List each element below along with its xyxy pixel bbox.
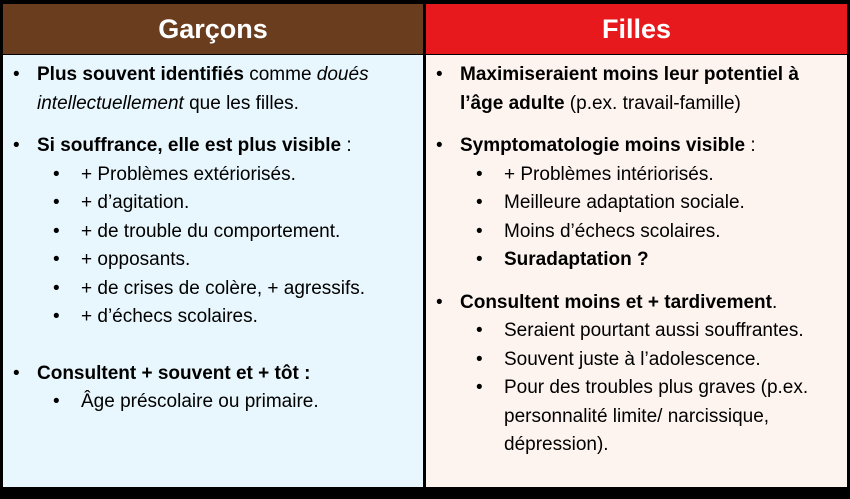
- filles-item-symptoms-text: :: [745, 135, 756, 156]
- filles-item-consult-text: .: [771, 291, 778, 313]
- filles-sub-item: • Seraient pourtant aussi souffrantes.: [426, 317, 841, 346]
- filles-item-consult-bold: Consultent moins et + tardivement: [460, 291, 772, 313]
- header-filles-label: Filles: [601, 13, 672, 44]
- garcons-item-consult: [3, 360, 413, 389]
- filles-item-symptoms: [426, 132, 841, 161]
- garcons-sub-item: • + opposants.: [3, 246, 413, 275]
- table-bottom-border: [0, 487, 850, 499]
- garcons-item-identified-bold: Plus souvent identifiés: [37, 64, 244, 85]
- garcons-item-consult-bold: Consultent + souvent et + tôt :: [37, 362, 311, 384]
- garcons-item-identified-italic: doués intellectuellement: [37, 64, 369, 114]
- garcons-sub-item: • + de trouble du comportement.: [3, 218, 413, 247]
- header-garcons-label: Garçons: [158, 13, 268, 44]
- garcons-item-identified-text2: que les filles.: [183, 92, 299, 114]
- header-garcons: [3, 4, 423, 54]
- filles-item-potential-bold: Maximiseraient moins leur potentiel à l’âge adulte: [460, 64, 799, 114]
- filles-item-potential-text: (p.ex. travail-famille): [564, 92, 741, 114]
- filles-sub-item: • Meilleure adaptation sociale.: [426, 189, 841, 218]
- garcons-sub-item: • + de crises de colère, + agressifs.: [3, 275, 413, 304]
- filles-item-consult: [426, 289, 841, 318]
- garcons-item-visible: [3, 132, 413, 161]
- filles-item-symptoms-bold: Symptomatologie moins visible: [460, 135, 746, 156]
- garcons-column: [3, 55, 423, 487]
- garcons-sub-item: • Âge préscolaire ou primaire.: [3, 388, 413, 417]
- filles-item-potential: [426, 61, 841, 118]
- filles-sub-item-bold: [426, 246, 841, 275]
- garcons-sub-item: • + Problèmes extériorisés.: [3, 161, 413, 190]
- garcons-sub-item: • + d’échecs scolaires.: [3, 303, 413, 332]
- garcons-sub-item: • + d’agitation.: [3, 189, 413, 218]
- garcons-item-identified: [3, 61, 413, 118]
- filles-sub-item: • Souvent juste à l’adolescence.: [426, 346, 841, 375]
- filles-column: [426, 55, 847, 487]
- garcons-item-visible-text: :: [341, 135, 352, 156]
- filles-sub-item: • Moins d’échecs scolaires.: [426, 218, 841, 247]
- filles-sub-item: • Pour des troubles plus graves (p.ex. personnalité limite/ narcissique, dépression).: [426, 374, 841, 460]
- garcons-item-identified-text: comme: [243, 64, 317, 85]
- header-filles: [426, 4, 847, 54]
- garcons-item-visible-bold: Si souffrance, elle est plus visible: [37, 135, 342, 156]
- filles-sub-item-bold-text: Suradaptation ?: [504, 249, 649, 270]
- filles-sub-item: • + Problèmes intériorisés.: [426, 161, 841, 190]
